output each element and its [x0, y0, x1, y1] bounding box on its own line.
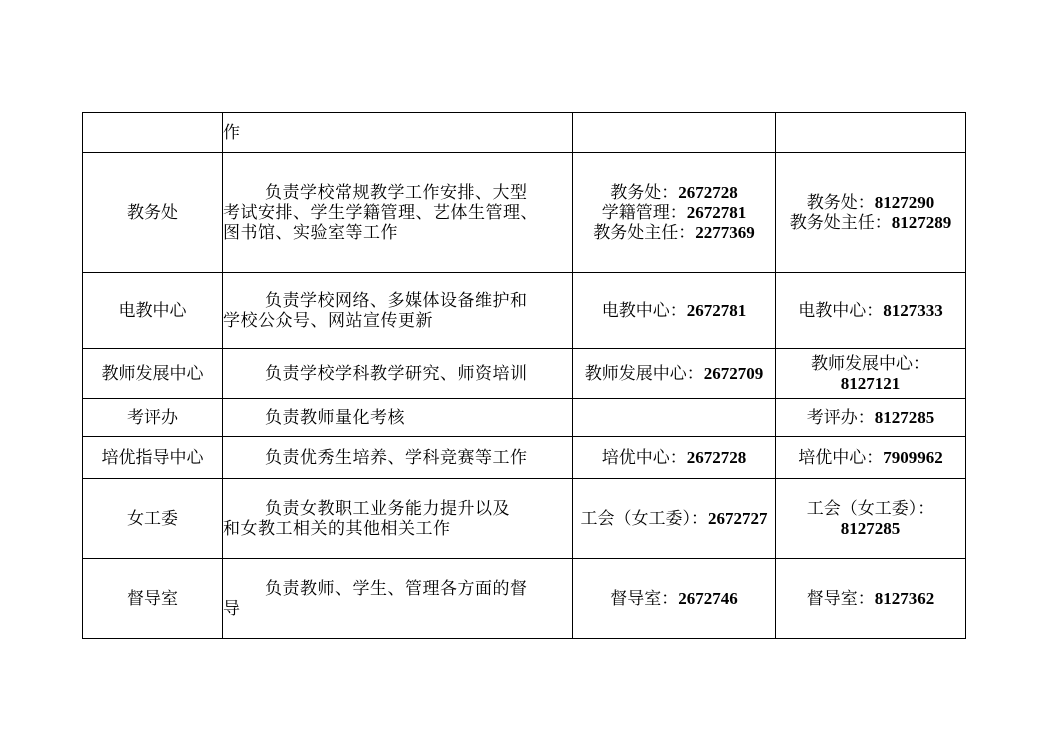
- phone-number: 2672781: [686, 202, 747, 222]
- phone-number: 8127285: [874, 407, 935, 427]
- phone-line: [573, 509, 775, 529]
- external-phone: [776, 273, 966, 349]
- department-name-text: 培优指导中心: [101, 447, 204, 468]
- phone-label: 督导室：: [806, 588, 875, 609]
- table-row: [83, 349, 966, 399]
- internal-phone: [573, 399, 776, 437]
- internal-phone: [573, 479, 776, 559]
- phone-line: [573, 589, 775, 609]
- department-duty: [223, 399, 573, 437]
- duty-text-line: 负责女教职工业务能力提升以及: [265, 498, 510, 519]
- internal-phone: [573, 437, 776, 479]
- external-phone: [776, 399, 966, 437]
- duty-text-line: 图书馆、实验室等工作: [223, 222, 398, 243]
- phone-number: 8127362: [874, 588, 935, 608]
- duty-text-line: 和女教工相关的其他相关工作: [223, 518, 451, 539]
- external-phone: [776, 349, 966, 399]
- phone-number: 2672781: [686, 300, 747, 320]
- phone-number: 2277369: [695, 222, 755, 242]
- phone-line: [573, 183, 775, 203]
- duty-text-line: 负责教师量化考核: [265, 407, 405, 428]
- department-name-text: 教师发展中心: [101, 363, 204, 384]
- department-name-text: 教务处: [127, 202, 178, 223]
- phone-label: 教师发展中心：: [584, 363, 704, 384]
- phone-number: 2672709: [703, 363, 764, 383]
- phone-label: 工会（女工委）：: [806, 498, 935, 519]
- phone-number: 8127333: [883, 300, 943, 320]
- table-row: [83, 273, 966, 349]
- table-row: [83, 479, 966, 559]
- department-name-text: 考评办: [127, 407, 178, 428]
- internal-phone: [573, 273, 776, 349]
- phone-number: 7909962: [883, 447, 943, 467]
- phone-line: [573, 448, 775, 468]
- duty-text-line: 负责学校常规教学工作安排、大型: [265, 182, 528, 203]
- department-name: [83, 479, 223, 559]
- phone-label: 培优中心：: [798, 447, 884, 468]
- duty-text-line: 负责学校网络、多媒体设备维护和: [265, 290, 528, 311]
- phone-line: [776, 213, 965, 233]
- department-duty: [223, 479, 573, 559]
- department-duty: [223, 153, 573, 273]
- internal-phone: [573, 349, 776, 399]
- phone-line: [776, 193, 965, 213]
- duty-text-line: 导: [223, 598, 241, 619]
- phone-label: 电教中心：: [601, 300, 687, 321]
- phone-label: 教务处主任：: [593, 222, 696, 243]
- phone-label: 电教中心：: [798, 300, 884, 321]
- phone-label: 学籍管理：: [601, 202, 687, 223]
- department-name-text: 女工委: [127, 508, 178, 529]
- phone-label: 教务处：: [610, 182, 679, 203]
- table-row: [83, 559, 966, 639]
- phone-number: 8127121: [840, 373, 901, 393]
- duty-text-line: 学校公众号、网站宣传更新: [223, 310, 433, 331]
- phone-line: [573, 203, 775, 223]
- phone-number: 8127290: [874, 192, 935, 212]
- department-name: [83, 273, 223, 349]
- department-name: [83, 349, 223, 399]
- external-phone: [776, 153, 966, 273]
- duty-text-line: 负责学校学科教学研究、师资培训: [265, 363, 528, 384]
- phone-line: [776, 408, 965, 428]
- phone-label: 培优中心：: [601, 447, 687, 468]
- phone-line: [573, 223, 775, 243]
- phone-line: [776, 519, 965, 539]
- duty-text-line: 负责教师、学生、管理各方面的督: [265, 578, 528, 599]
- phone-line: [776, 301, 965, 321]
- phone-number: 8127289: [891, 212, 952, 232]
- phone-label: 教师发展中心：: [811, 353, 930, 374]
- table-row: [83, 153, 966, 273]
- department-name: [83, 113, 223, 153]
- external-phone: [776, 559, 966, 639]
- department-duty: [223, 349, 573, 399]
- department-name-text: 电教中心: [118, 300, 187, 321]
- table-row: [83, 437, 966, 479]
- phone-number: 2672727: [708, 508, 768, 528]
- department-name: [83, 437, 223, 479]
- table-row: [83, 113, 966, 153]
- phone-line: [776, 374, 965, 394]
- department-duty: [223, 273, 573, 349]
- department-name: [83, 399, 223, 437]
- phone-label: 考评办：: [806, 407, 875, 428]
- phone-line: [776, 499, 965, 519]
- phone-label: 工会（女工委）：: [580, 508, 708, 529]
- external-phone: [776, 437, 966, 479]
- department-duty: [223, 113, 573, 153]
- phone-line: [573, 364, 775, 384]
- external-phone: [776, 479, 966, 559]
- phone-line: [776, 589, 965, 609]
- department-table: [82, 112, 966, 639]
- internal-phone: [573, 153, 776, 273]
- table-row: [83, 399, 966, 437]
- department-duty: [223, 437, 573, 479]
- phone-line: [776, 448, 965, 468]
- phone-number: 2672746: [678, 588, 738, 608]
- phone-line: [776, 354, 965, 374]
- duty-text-line: 负责优秀生培养、学科竞赛等工作: [265, 447, 528, 468]
- department-name: [83, 559, 223, 639]
- external-phone: [776, 113, 966, 153]
- internal-phone: [573, 113, 776, 153]
- department-duty: [223, 559, 573, 639]
- phone-label: 教务处：: [806, 192, 875, 213]
- phone-label: 督导室：: [610, 588, 679, 609]
- phone-number: 2672728: [678, 182, 738, 202]
- department-name: [83, 153, 223, 273]
- duty-text-line: 考试安排、学生学籍管理、艺体生管理、: [223, 202, 538, 223]
- phone-label: 教务处主任：: [789, 212, 892, 233]
- phone-line: [573, 301, 775, 321]
- internal-phone: [573, 559, 776, 639]
- phone-number: 8127285: [840, 518, 901, 538]
- duty-text-line: 作: [223, 122, 241, 143]
- department-name-text: 督导室: [127, 588, 178, 609]
- phone-number: 2672728: [686, 447, 747, 467]
